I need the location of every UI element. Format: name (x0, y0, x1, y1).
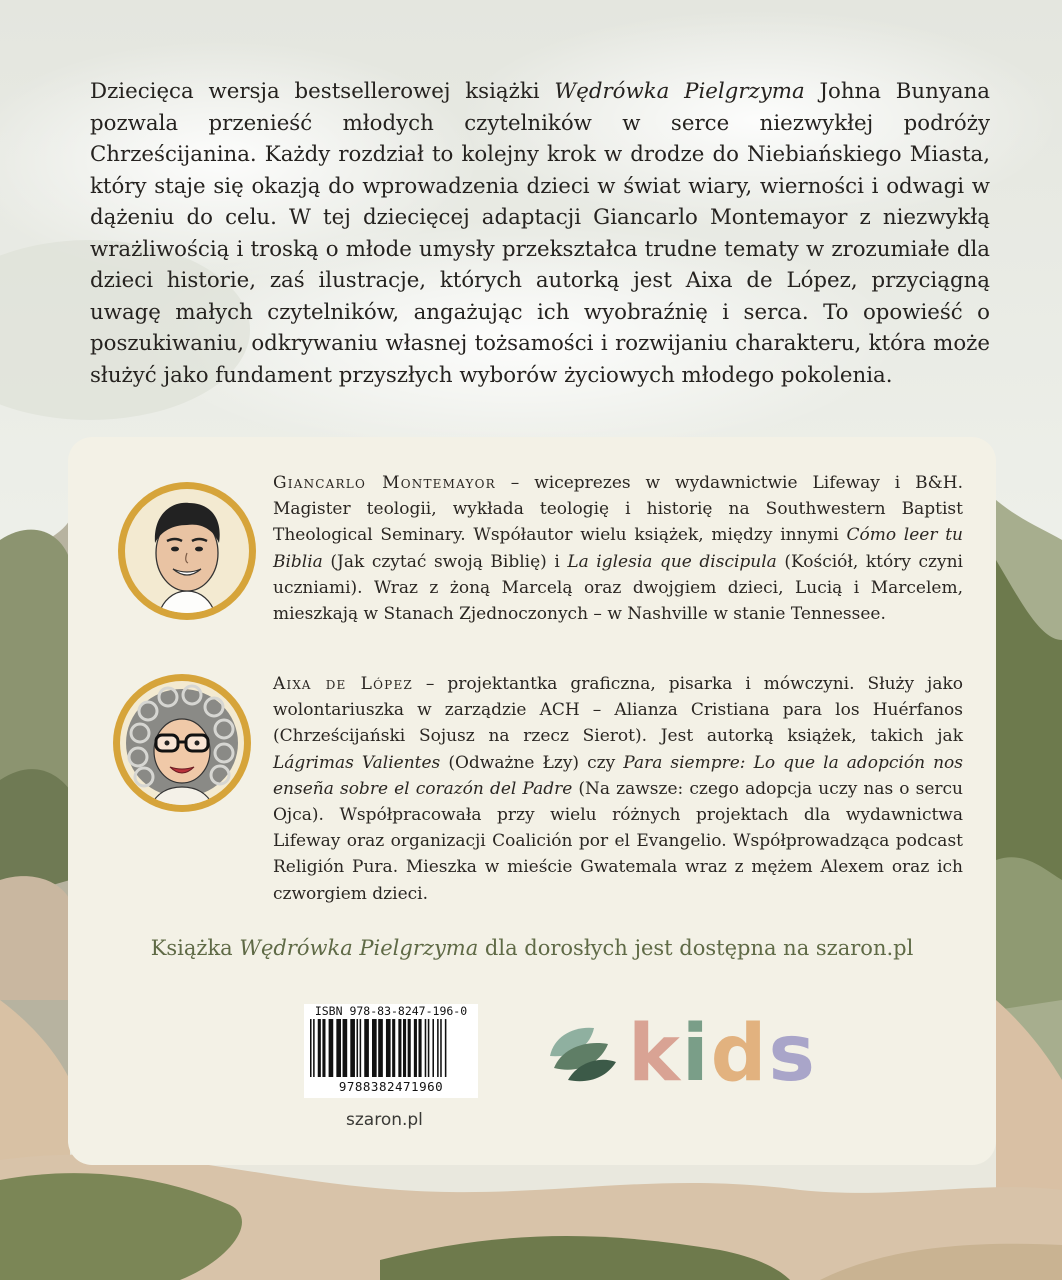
adult-edition-note: Książka Wędrówka Pielgrzyma dla dorosłych jest dostępna na szaron.pl (150, 936, 914, 960)
kids-logo-text (628, 1010, 817, 1090)
barcode-bar (336, 1019, 341, 1077)
man-caricature-portrait-icon (117, 481, 257, 621)
barcode-bar (343, 1019, 348, 1077)
barcode-bar (392, 1019, 395, 1077)
isbn-text: ISBN 978-83-8247-196-0 (314, 1004, 468, 1018)
barcode-bar (437, 1019, 439, 1077)
barcode-bar (372, 1019, 377, 1077)
kids-letter: s (768, 1010, 817, 1090)
isbn-barcode (304, 1004, 478, 1098)
barcode-bar (428, 1019, 430, 1077)
barcode-bar (398, 1019, 401, 1077)
kids-letter: i (681, 1010, 711, 1090)
barcode-bar (318, 1019, 321, 1077)
barcode-bar (310, 1019, 312, 1077)
barcode-bar (360, 1019, 362, 1077)
author-name: Giancarlo Montemayor (273, 473, 496, 493)
barcode-bar (378, 1019, 383, 1077)
book-description: Dziecięca wersja bestsellerowej książki Wędrówka Pielgrzyma Johna Bunyana pozwala przenieść młodych czytelników w serce niezwykłej podróży Chrześcijanina. Każdy rozdział to kolejny krok w drodze do Niebiańskiego Miasta, który staje się okazją do wprowadzenia dzieci w świat wiary, wierności i odwagi w dążeniu do celu. W tej dziecięcej adaptacji Giancarlo Montemayor z niezwykłą wrażliwością i troską o młode umysły przekształca trudne tematy w zrozumiałe dla dzieci historie, zaś ilustracje, których autorką jest Aixa de López, przyciągną uwagę małych czytelników, angażując ich wyobraźnię i serca. To opowieść o poszukiwaniu, odkrywaniu własnej tożsamości i rozwijaniu charakteru, która może służyć jako fundament przyszłych wyborów życiowych młodego pokolenia. (90, 79, 990, 388)
barcode-bars (304, 1019, 478, 1081)
barcode-bar (350, 1019, 355, 1077)
barcode-bar (386, 1019, 391, 1077)
barcode-bar (432, 1019, 434, 1077)
barcode-bar (329, 1019, 334, 1077)
barcode-bar (403, 1019, 406, 1077)
barcode-bar (408, 1019, 411, 1077)
publisher-website: szaron.pl (346, 1110, 423, 1130)
barcode-bar (313, 1019, 315, 1077)
barcode-bar (425, 1019, 427, 1077)
kids-letter: k (628, 1010, 682, 1090)
author-name: Aixa de López (273, 674, 413, 694)
author-bio-aixa: Aixa de López – projektantka graficzna, pisarka i mówczyni. Służy jako wolontariuszka w zarządzie ACH – Alianza Cristiana para los Huérfanos (Chrześcijański Sojusz na rzecz Sierot). Jest autorką książek, takich jak Lágrimas Valientes (Odważne Łzy) czy Para siempre: Lo que la adopción nos enseña sobre el corazón del Padre (Na zawsze: czego adopcja uczy nas o sercu Ojca). Współpracowała przy wielu różnych projektach dla wydawnictwa Lifeway oraz organizacji Coalición por el Evangelio. Współprowadząca podcast Religión Pura. Mieszka w mieście Gwatemala wraz z mężem Alexem oraz ich czworgiem dzieci. (273, 674, 964, 904)
ean-number: 9788382471960 (338, 1079, 444, 1094)
book-title: Wędrówka Pielgrzyma (554, 79, 805, 104)
barcode-bar (357, 1019, 359, 1077)
kids-letter: d (710, 1010, 769, 1090)
barcode-bar (419, 1019, 422, 1077)
barcode-bar (322, 1019, 325, 1077)
woman-caricature-portrait-icon (112, 673, 252, 813)
barcode-bar (414, 1019, 417, 1077)
kids-leaf-logo-icon (544, 1010, 834, 1090)
barcode-bar (440, 1019, 442, 1077)
barcode-bar (364, 1019, 369, 1077)
barcode-bar (445, 1019, 447, 1077)
author-bio-giancarlo: Giancarlo Montemayor – wiceprezes w wydawnictwie Lifeway i B&H. Magister teologii, wykłada teologię i historię na Southwestern Baptist Theological Seminary. Współautor wielu książek, między innymi Cómo leer tu Biblia (Jak czytać swoją Biblię) i La iglesia que discipula (Kościół, który czyni uczniami). Wraz z żoną Marcelą oraz dwojgiem dzieci, Lucią i Marcelem, mieszkają w Stanach Zjednoczonych – w Nashville w stanie Tennessee. (273, 473, 963, 625)
